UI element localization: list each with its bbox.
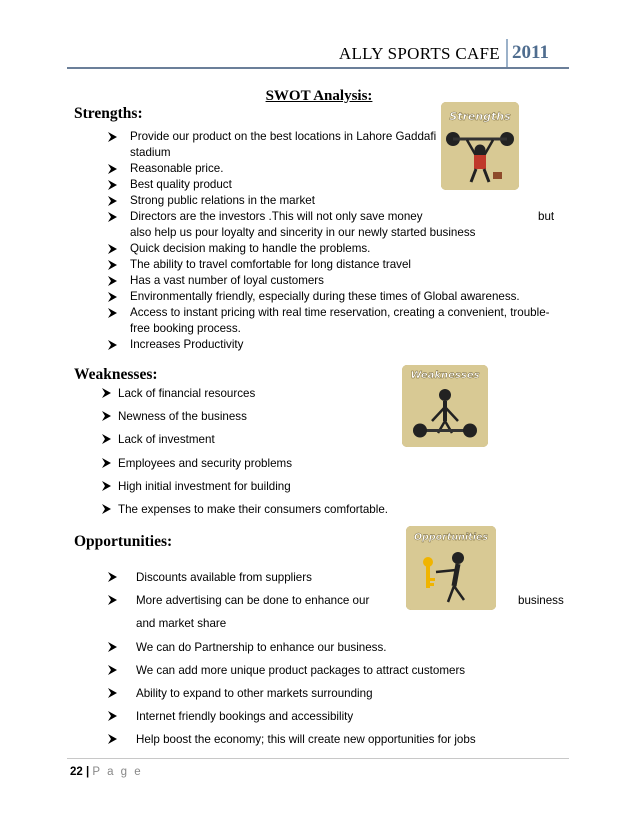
list-item: The ability to travel comfortable for long distance travel [104, 257, 574, 273]
list-item: Access to instant pricing with real time reservation, creating a convenient, trouble- [104, 305, 574, 321]
arrow-bullet-icon [108, 688, 117, 698]
arrow-bullet-icon [108, 164, 117, 174]
list-item: Internet friendly bookings and accessibility [104, 705, 574, 728]
list-item: Best quality product [104, 177, 574, 193]
weaknesses-image-label: Weaknesses [410, 370, 480, 381]
list-item: Newness of the business [100, 405, 420, 428]
list-item: Lack of financial resources [100, 382, 420, 405]
arrow-bullet-icon [108, 196, 117, 206]
arrow-bullet-icon [108, 595, 117, 605]
arrow-bullet-icon [108, 642, 117, 652]
list-item: Help boost the economy; this will create new opportunities for jobs [104, 728, 574, 751]
list-item: More advertising can be done to enhance our business [104, 589, 574, 612]
arrow-bullet-icon [102, 504, 111, 514]
arrow-bullet-icon [108, 711, 117, 721]
list-item: The expenses to make their consumers comfortable. [100, 498, 420, 521]
header-rule [67, 67, 569, 69]
list-item: Provide our product on the best locations in Lahore Gaddafi [104, 129, 574, 145]
strengths-image-label: Strengths [449, 110, 511, 123]
arrow-bullet-icon [108, 180, 117, 190]
footer-rule [67, 758, 569, 759]
list-item: Lack of investment [100, 428, 420, 451]
arrow-bullet-icon [108, 308, 117, 318]
list-item: Employees and security problems [100, 452, 420, 475]
opportunities-image-label: Opportunities [413, 532, 489, 543]
opportunities-title: Opportunities: [74, 533, 173, 550]
arrow-bullet-icon [108, 132, 117, 142]
list-item: Strong public relations in the market [104, 193, 574, 209]
list-item: Increases Productivity [104, 337, 574, 353]
arrow-bullet-icon [108, 665, 117, 675]
page-label: P a g e [92, 766, 143, 778]
arrow-bullet-icon [108, 212, 117, 222]
list-item-continuation: stadium [130, 146, 171, 159]
list-item: Has a vast number of loyal customers [104, 273, 574, 289]
arrow-bullet-icon [108, 340, 117, 350]
header-title: ALLY SPORTS CAFE [338, 44, 500, 63]
weaknesses-title: Weaknesses: [74, 366, 158, 383]
list-item: Discounts available from suppliers [104, 566, 574, 589]
list-item-continuation: also help us pour loyalty and sincerity in our newly started business [130, 226, 476, 239]
arrow-bullet-icon [108, 244, 117, 254]
list-item: High initial investment for building [100, 475, 420, 498]
list-item: Environmentally friendly, especially during these times of Global awareness. [104, 289, 574, 305]
strengths-list [104, 129, 574, 353]
list-item: We can do Partnership to enhance our business. [104, 636, 574, 659]
header-year: 2011 [512, 42, 549, 63]
list-item: Directors are the investors .This will not only save money but [104, 209, 574, 225]
opportunities-list [104, 566, 574, 752]
list-item: Ability to expand to other markets surrounding [104, 682, 574, 705]
list-item-continuation: and market share [136, 617, 227, 631]
page-number: 22 [70, 766, 83, 778]
weaknesses-list [100, 382, 420, 521]
arrow-bullet-icon [108, 260, 117, 270]
arrow-bullet-icon [102, 481, 111, 491]
page-footer [70, 766, 143, 778]
list-item: Quick decision making to handle the problems. [104, 241, 574, 257]
arrow-bullet-icon [108, 292, 117, 302]
arrow-bullet-icon [102, 434, 111, 444]
page-heading: SWOT Analysis: [265, 88, 373, 104]
list-item: Reasonable price. [104, 161, 574, 177]
arrow-bullet-icon [102, 388, 111, 398]
arrow-bullet-icon [108, 276, 117, 286]
footer-separator: | [86, 766, 90, 778]
arrow-bullet-icon [102, 458, 111, 468]
list-item: We can add more unique product packages to attract customers [104, 659, 574, 682]
strengths-title: Strengths: [74, 105, 143, 122]
arrow-bullet-icon [108, 734, 117, 744]
header-divider [506, 39, 508, 67]
arrow-bullet-icon [102, 411, 111, 421]
list-item-continuation: free booking process. [130, 322, 241, 335]
arrow-bullet-icon [108, 572, 117, 582]
